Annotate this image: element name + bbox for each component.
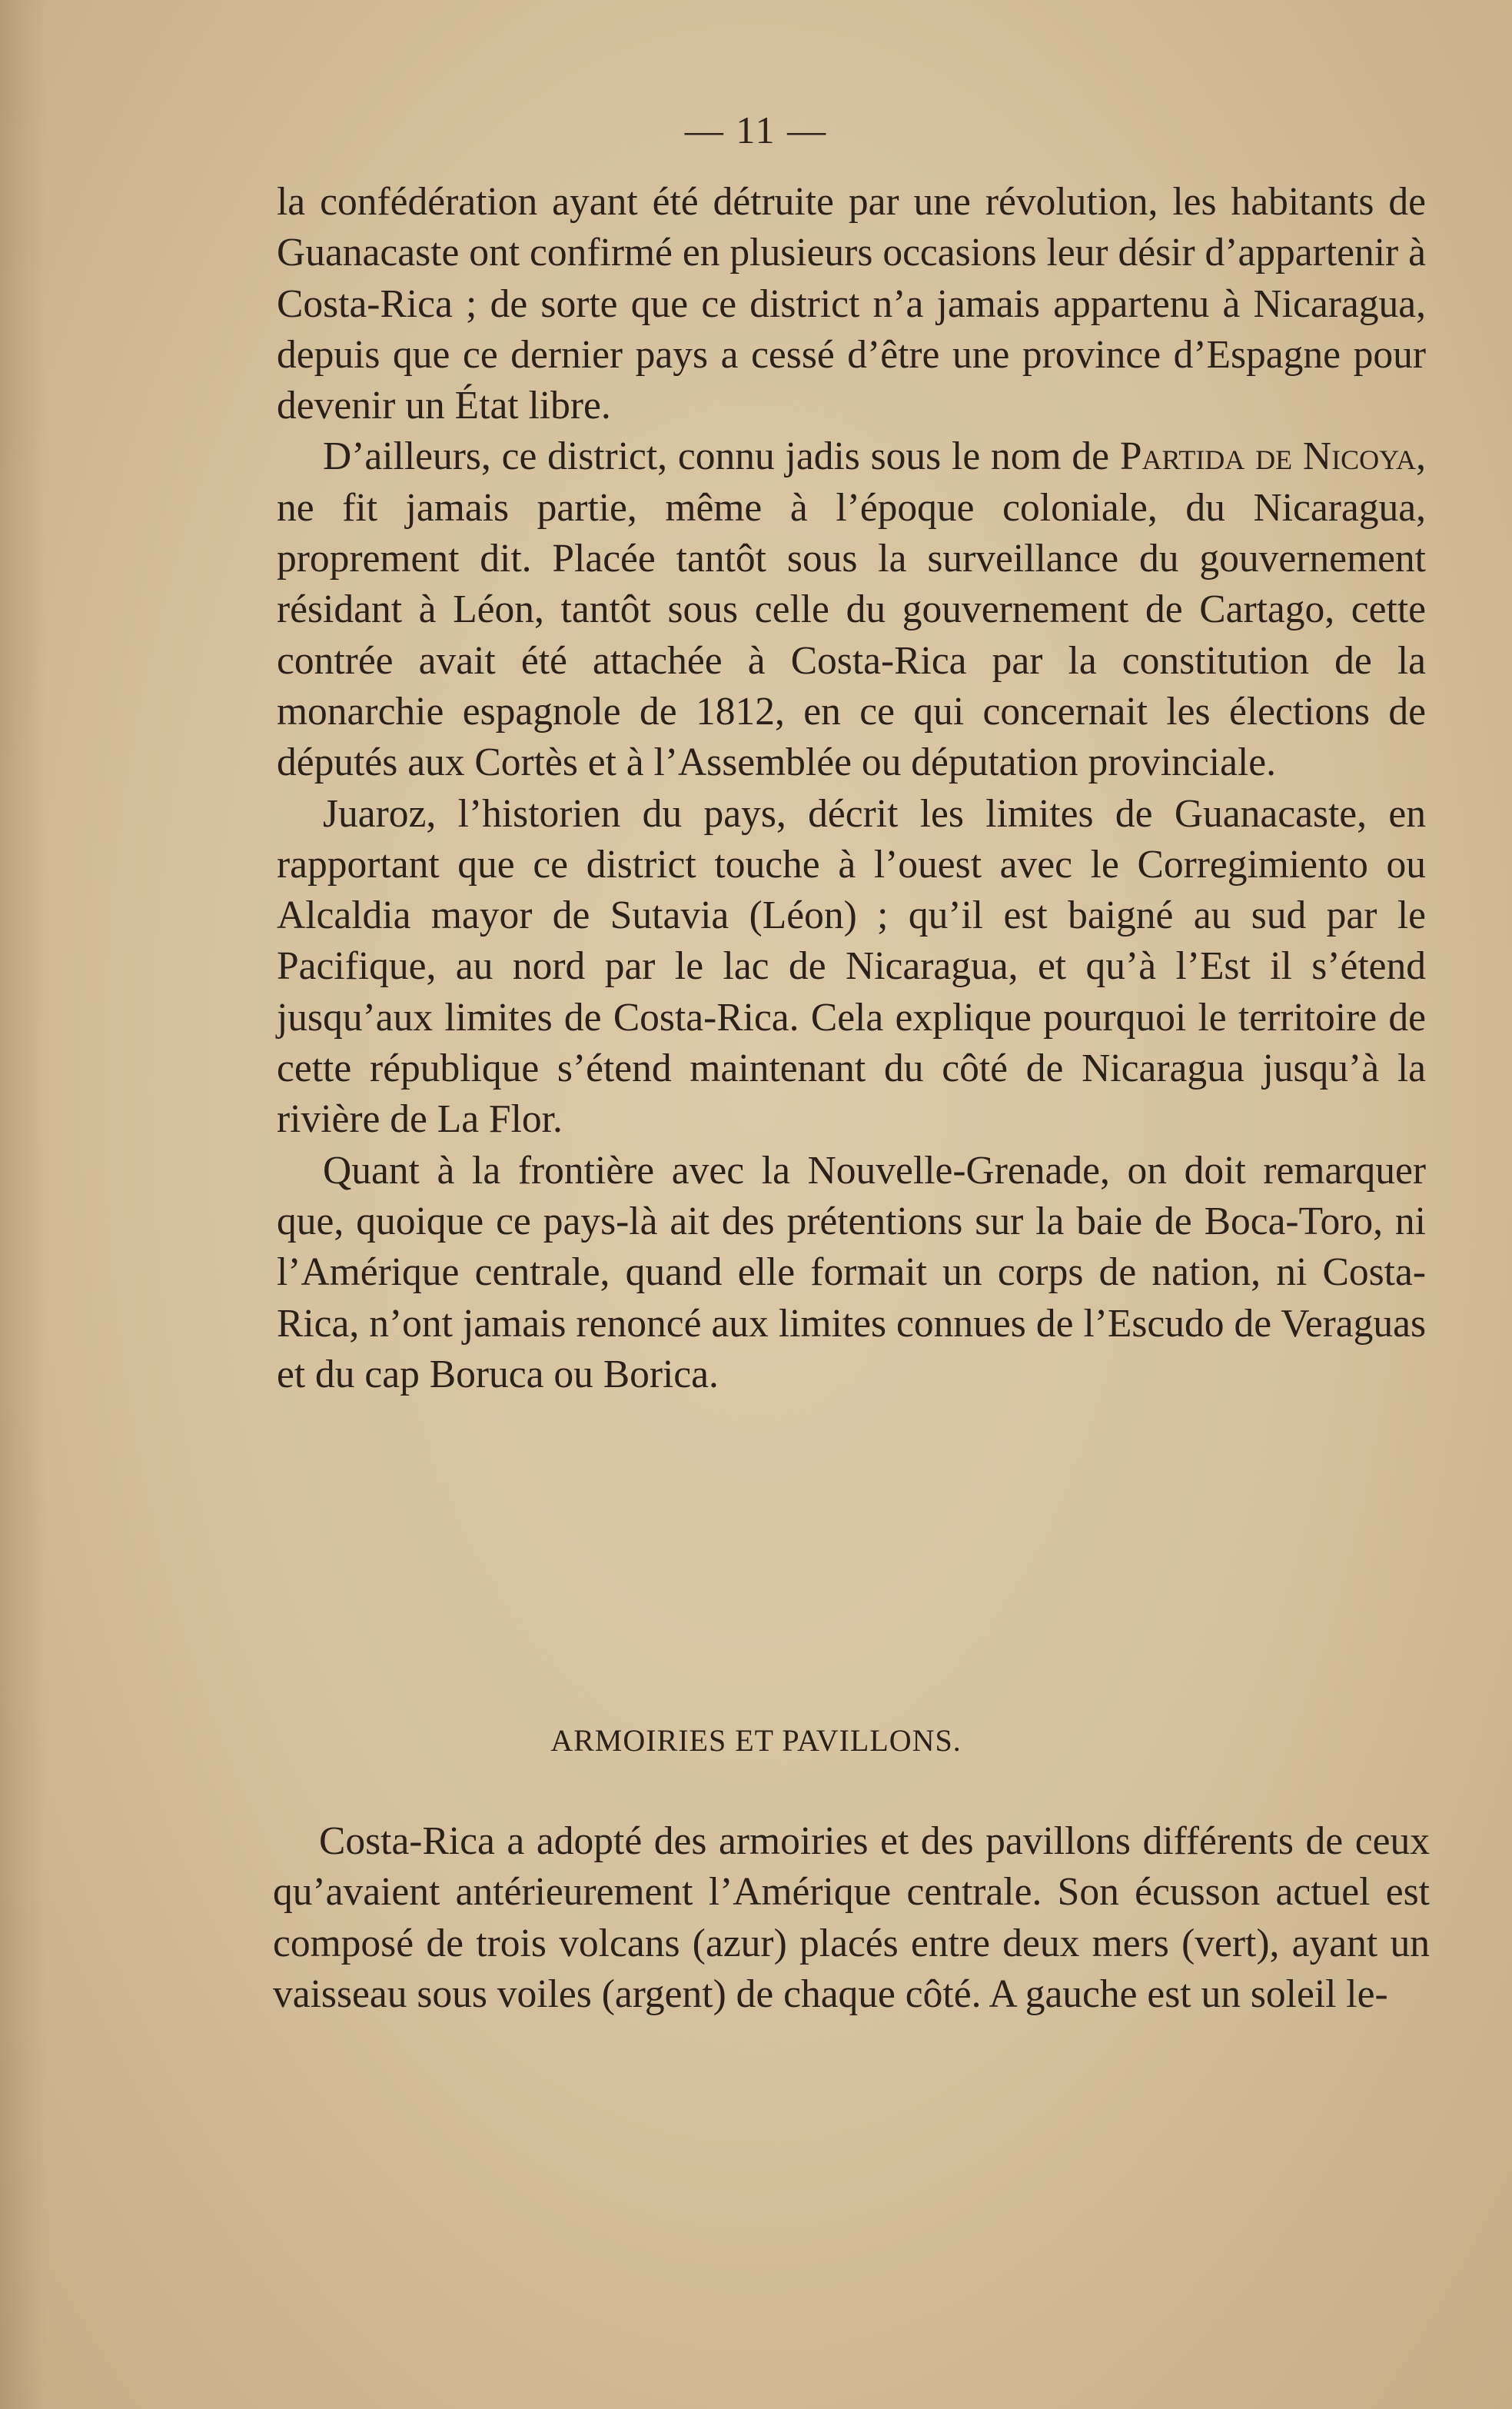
paragraph-2-start: D’ailleurs, ce district, connu jadis sous le nom de bbox=[323, 434, 1120, 479]
body-text bbox=[277, 177, 1426, 1400]
paragraph-4: Quant à la frontière avec la Nouvelle-Grenade, on doit remarquer que, quoique ce pays-là ait des prétentions sur la baie de Boca-Toro, ni l’Amérique centrale, quand elle formait un corps de nation, ni Costa-Rica, n’ont jamais renoncé aux limites connues de l’Escudo de Veraguas et du cap Boruca ou Borica. bbox=[277, 1148, 1426, 1396]
section-body bbox=[273, 1816, 1430, 2020]
paragraph-2 bbox=[277, 431, 1426, 788]
paragraph-2-rest: , ne fit jamais partie, même à l’époque coloniale, du Nicaragua, proprement dit. Placée tantôt sous la surveillance du gouvernement résidant à Léon, tantôt sous celle du gouvernement de Cartago, cette contrée avait été attachée à Costa-Rica par la constitution de la monarchie espagnole de 1812, en ce qui concernait les élections de députés aux Cortès et à l’Assemblée ou députation provinciale. bbox=[277, 434, 1427, 785]
section-heading: ARMOIRIES ET PAVILLONS. bbox=[550, 1723, 962, 1758]
page-number: — 11 — bbox=[684, 108, 828, 151]
paragraph-1: la confédération ayant été détruite par une révolution, les habitants de Guanacaste ont confirmé en plusieurs occasions leur désir d’appartenir à Costa-Rica ; de sorte que ce district n’a jamais appartenu à Nicaragua, depuis que ce dernier pays a cessé d’être une province d’Espagne pour devenir un État libre. bbox=[277, 180, 1426, 428]
section-paragraph: Costa-Rica a adopté des armoiries et des pavillons différents de ceux qu’avaient antérieurement l’Amérique centrale. Son écusson actuel est composé de trois volcans (azur) placés entre deux mers (vert), ayant un vaisseau sous voiles (argent) de chaque côté. A gauche est un soleil le- bbox=[273, 1819, 1430, 2016]
page-edge-shadow bbox=[0, 0, 46, 2409]
paragraph-3: Juaroz, l’historien du pays, décrit les limites de Guanacaste, en rapportant que ce district touche à l’ouest avec le Corregimiento ou Alcaldia mayor de Sutavia (Léon) ; qu’il est baigné au sud par le Pacifique, au nord par le lac de Nicaragua, et qu’à l’Est il s’étend jusqu’aux limites de Costa-Rica. Cela explique pourquoi le territoire de cette république s’étend maintenant du côté de Nicaragua jusqu’à la rivière de La Flor. bbox=[277, 791, 1426, 1142]
partida-de-nicoya: Partida de Nicoya bbox=[1119, 434, 1417, 479]
